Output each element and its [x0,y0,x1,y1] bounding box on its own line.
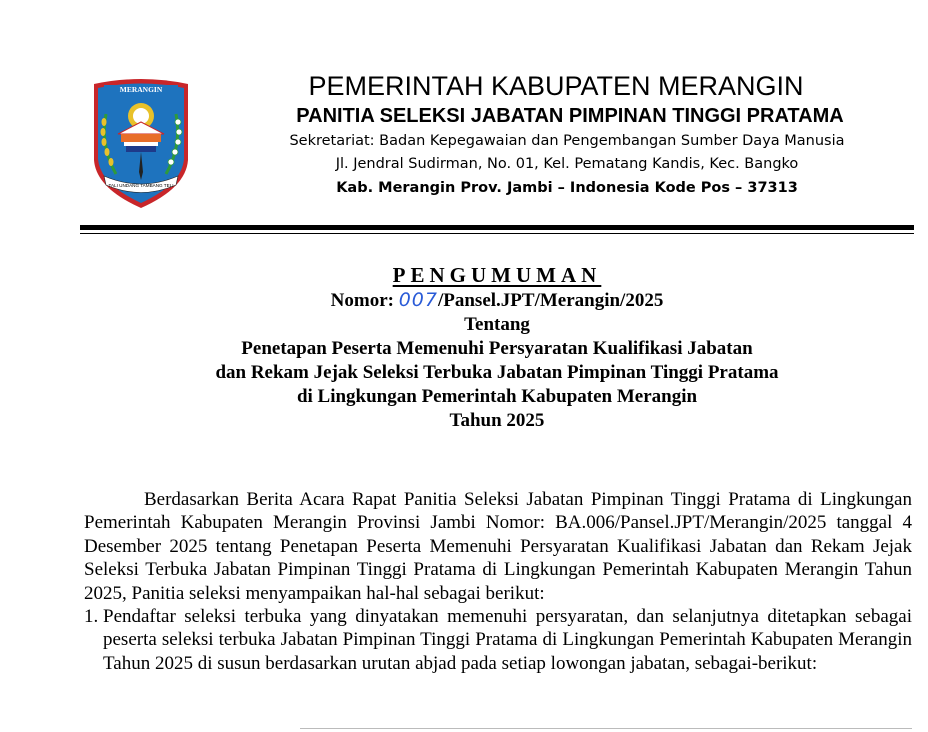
announcement-subject-line-3: di Lingkungan Pemerintah Kabupaten Merangin [296,386,698,407]
announcement-subject-line-1: Penetapan Peserta Memenuhi Persyaratan Kualifikasi Jabatan [241,338,753,359]
list-item-text: Pendaftar seleksi terbuka yang dinyatakan memenuhi persyaratan, dan selanjutnya ditetapkan sebagai peserta seleksi terbuka Jabatan Pimpinan Tinggi Pratama di Lingkungan Pemerintah Kabupaten Merangin Tahun 2025 di susun berdasarkan urutan abjad pada setiap lowongan jabatan, sebagai-berikut: [103,606,912,674]
announcement-body [84,488,912,675]
letterhead-divider-thin [80,233,914,234]
letterhead-street-address: Jl. Jendral Sudirman, No. 01, Kel. Pematang Kandis, Kec. Bangko [335,156,799,172]
announcement-subject-line-4: Tahun 2025 [449,410,545,431]
announcement-about: Tentang [464,314,530,335]
letterhead [200,70,920,200]
announcement-title: PENGUMUMAN [392,263,602,287]
announcement-number-prefix: Nomor: [330,290,399,311]
announcement-number-handwritten: 007 [398,289,438,311]
letterhead-secretariat: Sekretariat: Badan Kepegawaian dan Pengembangan Sumber Daya Manusia [289,133,845,149]
merangin-regency-logo [90,76,192,210]
letterhead-region-postcode: Kab. Merangin Prov. Jambi – Indonesia Kode Pos – 37313 [336,180,798,196]
letterhead-committee-name: PANITIA SELEKSI JABATAN PIMPINAN TINGGI PRATAMA [296,105,844,127]
announcement-points-list [84,605,912,675]
announcement-heading [60,262,928,433]
letterhead-divider-thick [80,225,914,230]
intro-paragraph: Berdasarkan Berita Acara Rapat Panitia Seleksi Jabatan Pimpinan Tinggi Pratama di Lingkungan Pemerintah Kabupaten Merangin Provinsi Jambi Nomor: BA.006/Pansel.JPT/Merangin/2025 tanggal 4 Desember 2025 tentang Penetapan Peserta Memenuhi Persyaratan Kualifikasi Jabatan dan Rekam Jejak Seleksi Terbuka Jabatan Pimpinan Tinggi Pratama di Lingkungan Pemerintah Kabupaten Merangin Tahun 2025, Panitia seleksi menyampaikan hal-hal sebagai berikut: [84,489,912,604]
announcement-number [60,288,928,313]
logo-ribbon-text: TALI UNDANG TAMBANG TELI [108,183,174,188]
page-bottom-rule [300,728,912,729]
logo-top-text: MERANGIN [119,85,163,94]
list-item-number: 1. [84,606,99,628]
announcement-number-suffix: /Pansel.JPT/Merangin/2025 [437,290,664,311]
letterhead-government-name: PEMERINTAH KABUPATEN MERANGIN [308,71,804,101]
announcement-subject-line-2: dan Rekam Jejak Seleksi Terbuka Jabatan Pimpinan Tinggi Pratama [215,362,779,383]
list-item [84,605,912,675]
